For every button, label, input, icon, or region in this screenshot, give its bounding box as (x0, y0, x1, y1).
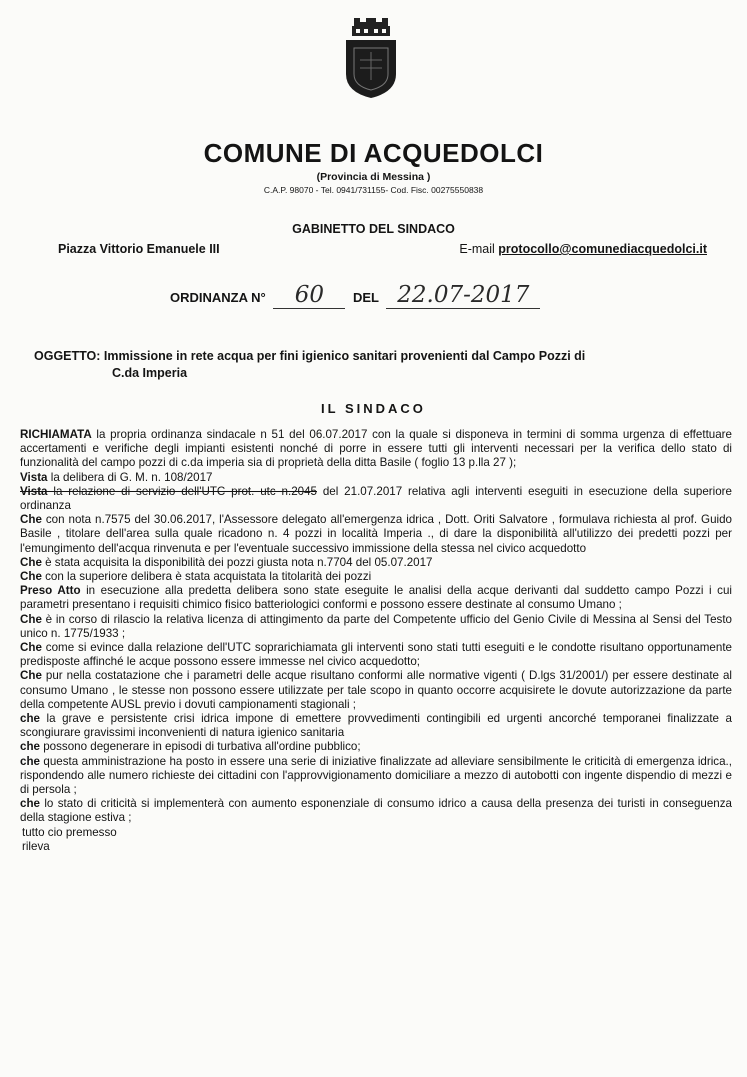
paragraph (20, 712, 732, 740)
paragraph-text: con nota n.7575 del 30.06.2017, l'Assessore delegato all'emergenza idrica , Dott. Oriti Salvatore , formulava richiesta al prof. Guido Basile , titolare dell'area sulla quale ricadono n. 4 pozzi in località Imperia ., di dare la disponibilità all'utilizzo dei predetti pozzi per l'emungimento dell'acqua rinvenuta e per l'eventuale successivo immissione della stessa nel civico acquedotto (20, 513, 732, 555)
subject-line: OGGETTO: Immissione in rete acqua per fini igienico sanitari provenienti dal Campo Pozzi di (34, 349, 586, 363)
paragraph-lead: Che (20, 612, 42, 626)
paragraph-lead: Preso Atto (20, 584, 81, 598)
paragraph-lead: Che (20, 513, 42, 527)
paragraph-text: questa amministrazione ha posto in essere una serie di iniziative finalizzate ad alleviare sensibilmente le criticità di emergenza idrica., rispondendo alle numero richieste dei cittadini con l'approvvigionamento domiciliare a mezzo di autobotti con ingente dispendio di mezzi e di persola ; (20, 754, 732, 797)
address: Piazza Vittorio Emanuele III (58, 242, 220, 256)
paragraph-text: con la superiore delibera è stata acquistata la titolarità dei pozzi (41, 570, 372, 584)
paragraph-lead: che (20, 797, 40, 811)
paragraph-text: è in corso di rilascio la relativa licenza di attingimento da parte del Competente ufficio del Genio Civile di Messina al Sensi del Testo unico n. 1775/1933 ; (20, 612, 732, 640)
paragraph-text: tutto cio premesso (22, 825, 117, 839)
paragraph-lead: che (20, 740, 40, 754)
paragraph-lead: che (20, 754, 40, 768)
cabinet-heading: GABINETTO DEL SINDACO (292, 222, 455, 236)
paragraph-text: lo stato di criticità si implementerà con aumento esponenziale di consumo idrico a causa della presenza dei turisti in conseguenza della stagione estiva ; (20, 797, 732, 825)
ordinance-line (170, 282, 540, 309)
paragraph (20, 826, 732, 840)
section-heading: IL SINDACO (321, 401, 426, 416)
province-line: (Provincia di Messina ) (316, 171, 431, 183)
email-link[interactable]: protocollo@comunediacquedolci.it (498, 242, 707, 256)
paragraph (20, 740, 732, 754)
paragraph-lead: Che (20, 669, 42, 683)
paragraph (20, 669, 732, 712)
ordinance-date: 22.07-2017 (386, 282, 540, 309)
paragraph (20, 428, 732, 471)
struck-text: la relazione di servizio dell'UTC prot. utc n.2045 (47, 484, 317, 498)
ordinance-label: ORDINANZA N° (170, 290, 266, 305)
contact-line: C.A.P. 98070 - Tel. 0941/731155- Cod. Fisc. 00275550838 (263, 185, 484, 195)
coat-of-arms-icon (340, 18, 402, 100)
paragraph (20, 570, 732, 584)
paragraph-lead: Che (20, 641, 42, 655)
subject (34, 348, 724, 382)
paragraph-text: la grave e persistente crisi idrica impone di emettere provvedimenti contingibili ed urgenti ancorché temporanei finalizzate a scongiurare gravissimi inconvenienti di natura igienico sanitaria (20, 712, 732, 740)
document-body (20, 428, 732, 854)
paragraph-text: pur nella costatazione che i parametri delle acque risultano conformi alle normative vigenti ( D.lgs 31/2001/) per essere destinate al consumo Umano , le stesse non possono essere utilizzate per tale scopo in quanto occorre acquisirete le dovute autorizzazione da parte della competente AUSL previo i dovuti campionamenti stagionali ; (20, 669, 732, 711)
paragraph-text: come si evince dalla relazione dell'UTC soprarichiamata gli interventi sono stati tutti eseguiti e le condotte risultano opportunamente predisposte affinché le acque possono essere immesse nel civico acquedotto; (20, 641, 732, 669)
ordinance-number: 60 (273, 282, 345, 309)
ordinance-date-label: DEL (352, 290, 379, 305)
paragraph (20, 513, 732, 556)
paragraph-lead: Vista (20, 470, 48, 484)
paragraph (20, 556, 732, 570)
municipality-title: COMUNE DI ACQUEDOLCI (203, 138, 544, 168)
paragraph-text: la propria ordinanza sindacale n 51 del 06.07.2017 con la quale si disponeva in termini di somma urgenza di effettuare accertamenti e verifiche degli impianti esistenti nonché di porre in essere tutti gli interventi necessari per la verifica dello stato di funzionalità del campo pozzi di c.da imperia sia di proprietà della ditta Basile ( foglio 13 p.lla 27 ); (20, 428, 732, 470)
email-block (459, 242, 707, 256)
paragraph (20, 755, 732, 798)
paragraph (20, 471, 732, 485)
paragraph-text: è stata acquisita la disponibilità dei pozzi giusta nota n.7704 del 05.07.2017 (41, 555, 433, 569)
paragraph (20, 840, 732, 854)
paragraph (20, 584, 732, 612)
paragraph-text: possono degenerare in episodi di turbativa all'ordine pubblico; (39, 740, 361, 754)
paragraph (20, 797, 732, 825)
paragraph-lead: Vista (20, 484, 48, 498)
paragraph-text: del 21.07.2017 relativa agli interventi eseguiti in esecuzione della superiore ordinanza (20, 484, 732, 513)
paragraph-text: in esecuzione alla predetta delibera sono state eseguite le analisi della acque derivanti dal suddetto campo Pozzi i cui parametri presentano i requisiti chimico fisico batteriologici conformi e possono essere destinate al consumo Umano ; (20, 584, 732, 612)
email-label: E-mail (459, 242, 495, 256)
paragraph-lead: RICHIAMATA (20, 428, 92, 441)
paragraph-lead: Che (20, 570, 42, 584)
paragraph (20, 641, 732, 669)
paragraph-lead: che (20, 712, 40, 726)
paragraph-lead: Che (20, 555, 42, 569)
subject-line: C.da Imperia (112, 366, 188, 380)
paragraph (20, 485, 732, 513)
paragraph-text: la delibera di G. M. n. 108/2017 (47, 470, 213, 484)
paragraph (20, 613, 732, 641)
paragraph-text: rileva (22, 839, 50, 853)
